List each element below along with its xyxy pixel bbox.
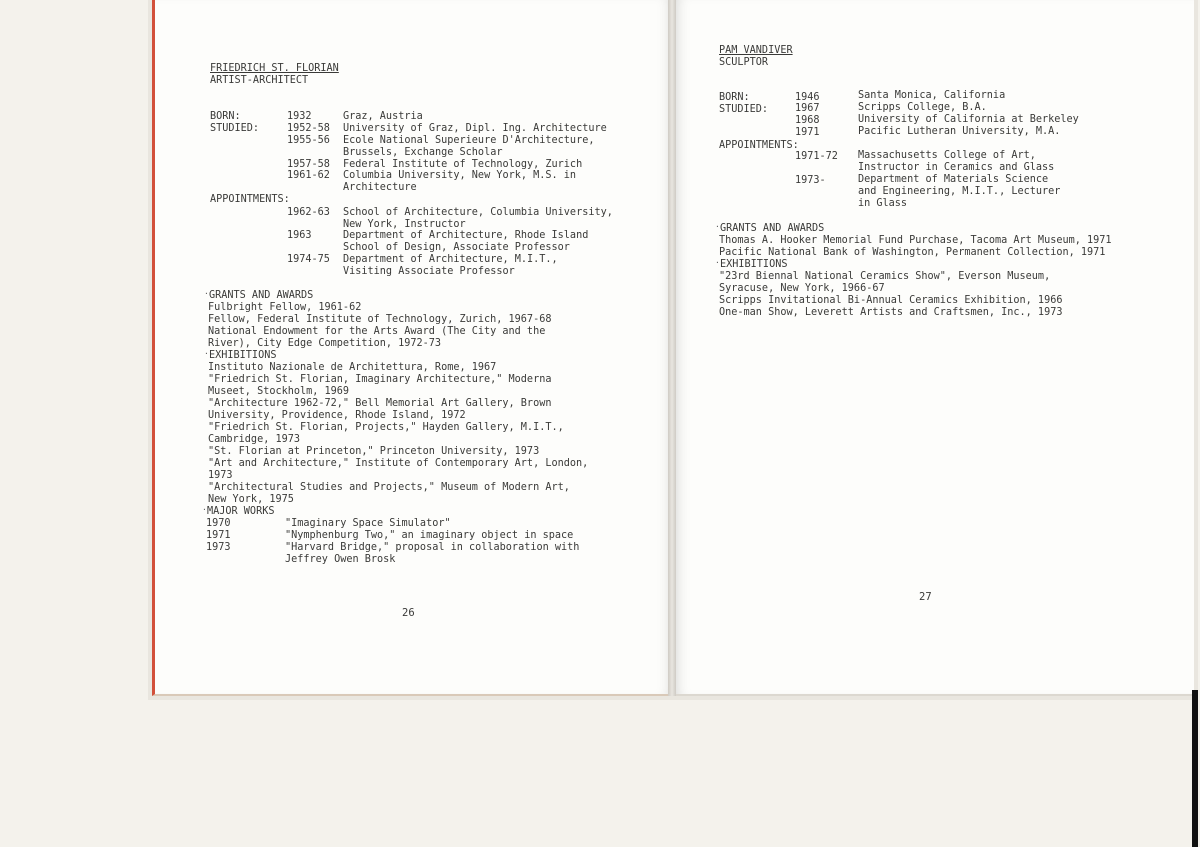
section-heading-major-works: MAJOR WORKS xyxy=(207,506,275,517)
work-entry: "Harvard Bridge," proposal in collaboration with xyxy=(285,542,580,553)
studied-entry: Federal Institute of Technology, Zurich xyxy=(343,159,583,170)
work-year: 1971 xyxy=(206,530,231,541)
page-number: 27 xyxy=(919,591,932,603)
studied-year: 1961-62 xyxy=(287,170,330,181)
appointments-label: APPOINTMENTS: xyxy=(719,140,799,151)
grant-line: Thomas A. Hooker Memorial Fund Purchase, Tacoma Art Museum, 1971 xyxy=(719,235,1112,246)
grant-line: River), City Edge Competition, 1972-73 xyxy=(208,338,442,349)
bullet-mark: · xyxy=(204,349,209,358)
studied-year: 1952-58 xyxy=(287,123,330,134)
appointment-entry: and Engineering, M.I.T., Lecturer xyxy=(858,186,1061,197)
exhibition-line: Instituto Nazionale de Architettura, Rome, 1967 xyxy=(208,362,497,373)
studied-label: STUDIED: xyxy=(210,123,260,134)
appointment-year: 1973- xyxy=(795,175,826,186)
appointment-year: 1974-75 xyxy=(287,254,330,265)
section-heading-grants: GRANTS AND AWARDS xyxy=(209,290,314,301)
exhibition-line: Cambridge, 1973 xyxy=(208,434,301,445)
section-heading-exhibitions: EXHIBITIONS xyxy=(720,259,788,270)
bullet-mark: · xyxy=(202,505,207,514)
appointment-entry: Visiting Associate Professor xyxy=(343,266,515,277)
studied-entry: Brussels, Exchange Scholar xyxy=(343,147,503,158)
appointment-entry: in Glass xyxy=(858,198,908,209)
studied-year: 1971 xyxy=(795,127,820,138)
born-year: 1946 xyxy=(795,92,820,103)
studied-entry: Columbia University, New York, M.S. in xyxy=(343,170,577,181)
left-page xyxy=(152,0,671,696)
born-label: BORN: xyxy=(719,92,750,103)
studied-year: 1955-56 xyxy=(287,135,330,146)
grant-line: National Endowment for the Arts Award (The City and the xyxy=(208,326,546,337)
bullet-mark: · xyxy=(204,289,209,298)
appointment-entry: Instructor in Ceramics and Glass xyxy=(858,162,1055,173)
exhibition-line: "Architectural Studies and Projects," Museum of Modern Art, xyxy=(208,482,570,493)
exhibition-line: "Friedrich St. Florian, Projects," Hayden Gallery, M.I.T., xyxy=(208,422,564,433)
exhibition-line: "23rd Biennal National Ceramics Show", Everson Museum, xyxy=(719,271,1051,282)
binding-edge xyxy=(1192,690,1198,847)
exhibition-line: Museet, Stockholm, 1969 xyxy=(208,386,350,397)
section-heading-grants: GRANTS AND AWARDS xyxy=(720,223,825,234)
exhibition-line: "Architecture 1962-72," Bell Memorial Art Gallery, Brown xyxy=(208,398,552,409)
grant-line: Pacific National Bank of Washington, Permanent Collection, 1971 xyxy=(719,247,1106,258)
born-label: BORN: xyxy=(210,111,241,122)
studied-entry: University of California at Berkeley xyxy=(858,114,1079,125)
appointment-year: 1963 xyxy=(287,230,312,241)
bullet-mark: · xyxy=(715,222,720,231)
grant-line: Fulbright Fellow, 1961-62 xyxy=(208,302,362,313)
bullet-mark: · xyxy=(715,258,720,267)
studied-entry: Scripps College, B.A. xyxy=(858,102,987,113)
work-entry: "Imaginary Space Simulator" xyxy=(285,518,451,529)
page-number: 26 xyxy=(402,607,415,619)
work-year: 1970 xyxy=(206,518,231,529)
studied-year: 1967 xyxy=(795,103,820,114)
artist-role: ARTIST-ARCHITECT xyxy=(210,75,309,86)
studied-entry: Pacific Lutheran University, M.A. xyxy=(858,126,1061,137)
studied-entry: Ecole National Superieure D'Architecture, xyxy=(343,135,595,146)
exhibition-line: "Friedrich St. Florian, Imaginary Architecture," Moderna xyxy=(208,374,552,385)
studied-label: STUDIED: xyxy=(719,104,769,115)
exhibition-line: One-man Show, Leverett Artists and Craftsmen, Inc., 1973 xyxy=(719,307,1063,318)
exhibition-line: "St. Florian at Princeton," Princeton University, 1973 xyxy=(208,446,540,457)
appointment-entry: Department of Architecture, Rhode Island xyxy=(343,230,589,241)
studied-entry: University of Graz, Dipl. Ing. Architecture xyxy=(343,123,607,134)
book-gutter xyxy=(668,0,676,696)
exhibition-line: "Art and Architecture," Institute of Contemporary Art, London, xyxy=(208,458,589,469)
artist-name: PAM VANDIVER xyxy=(719,45,793,56)
exhibition-line: New York, 1975 xyxy=(208,494,294,505)
artist-name: FRIEDRICH ST. FLORIAN xyxy=(210,63,339,74)
appointments-label: APPOINTMENTS: xyxy=(210,194,290,205)
born-place: Graz, Austria xyxy=(343,111,423,122)
section-heading-exhibitions: EXHIBITIONS xyxy=(209,350,277,361)
born-year: 1932 xyxy=(287,111,312,122)
exhibition-line: Scripps Invitational Bi-Annual Ceramics Exhibition, 1966 xyxy=(719,295,1063,306)
grant-line: Fellow, Federal Institute of Technology, Zurich, 1967-68 xyxy=(208,314,552,325)
studied-year: 1957-58 xyxy=(287,159,330,170)
exhibition-line: Syracuse, New York, 1966-67 xyxy=(719,283,885,294)
studied-entry: Architecture xyxy=(343,182,417,193)
exhibition-line: 1973 xyxy=(208,470,233,481)
work-entry: Jeffrey Owen Brosk xyxy=(285,554,396,565)
work-year: 1973 xyxy=(206,542,231,553)
studied-year: 1968 xyxy=(795,115,820,126)
appointment-entry: School of Architecture, Columbia University, xyxy=(343,207,613,218)
born-place: Santa Monica, California xyxy=(858,90,1006,101)
appointment-year: 1971-72 xyxy=(795,151,838,162)
appointment-entry: Massachusetts College of Art, xyxy=(858,150,1036,161)
appointment-year: 1962-63 xyxy=(287,207,330,218)
exhibition-line: University, Providence, Rhode Island, 1972 xyxy=(208,410,466,421)
appointment-entry: Department of Materials Science xyxy=(858,174,1049,185)
appointment-entry: School of Design, Associate Professor xyxy=(343,242,570,253)
appointment-entry: Department of Architecture, M.I.T., xyxy=(343,254,558,265)
work-entry: "Nymphenburg Two," an imaginary object in space xyxy=(285,530,574,541)
right-page xyxy=(676,0,1194,696)
artist-role: SCULPTOR xyxy=(719,57,769,68)
appointment-entry: New York, Instructor xyxy=(343,219,466,230)
